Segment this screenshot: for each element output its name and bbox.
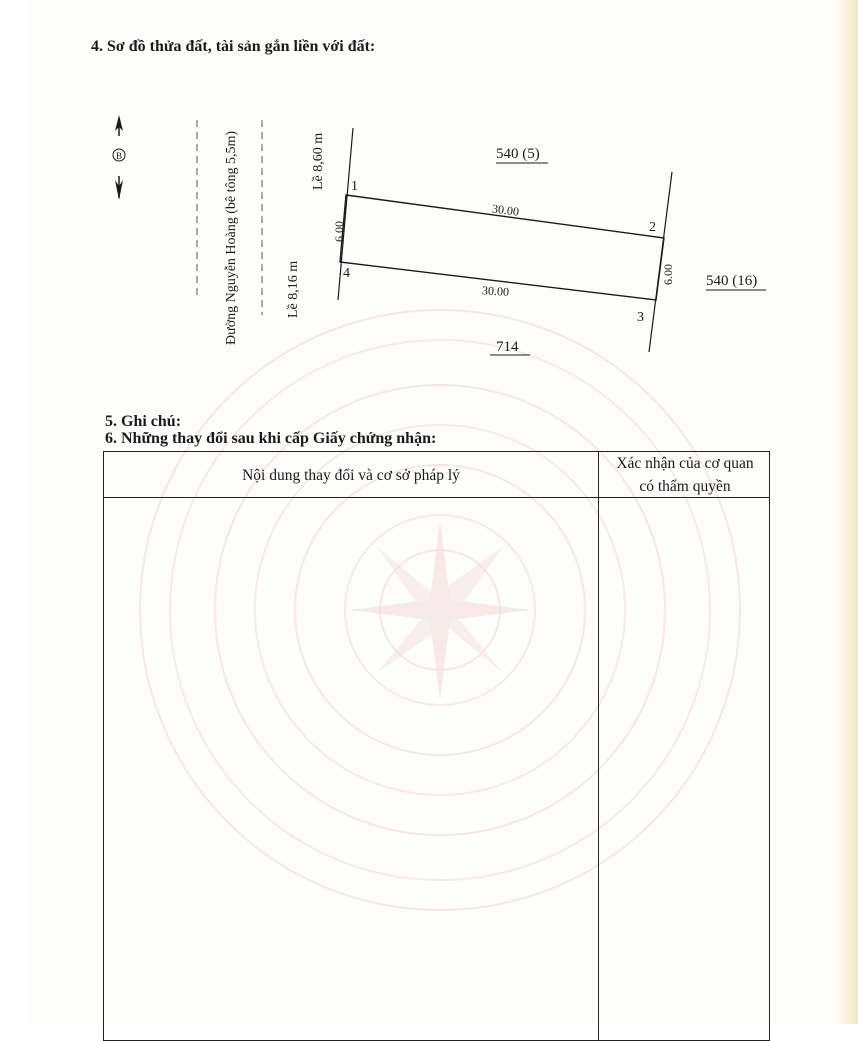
edge-length-right: 6.00	[661, 264, 675, 285]
north-arrow-icon	[113, 115, 125, 200]
parcel-east: 540 (16)	[706, 273, 758, 289]
edge-length-left: 6.00	[332, 221, 346, 242]
point-3: 3	[637, 310, 644, 325]
sidewalk-bottom-label: Lề 8,16 m	[286, 260, 301, 318]
north-letter: B	[115, 151, 123, 161]
column-header-confirmation-line1: Xác nhận của cơ quan	[616, 455, 754, 472]
changes-content-cell[interactable]	[104, 498, 598, 1040]
parcel-north: 540 (5)	[496, 146, 540, 162]
road-label: Đường Nguyễn Hoàng (bê tông 5,5m)	[224, 130, 239, 345]
column-header-confirmation	[600, 452, 770, 498]
section-4-heading: 4. Sơ đồ thửa đất, tài sản gắn liền với đất:	[91, 38, 376, 55]
point-1: 1	[351, 179, 358, 194]
column-divider	[598, 452, 599, 1040]
point-4: 4	[343, 266, 350, 281]
point-2: 2	[649, 220, 656, 235]
sidewalk-top-label: Lề 8,60 m	[311, 132, 326, 190]
confirmation-cell[interactable]	[600, 498, 769, 1040]
changes-table	[103, 451, 770, 1041]
column-header-confirmation-line2: có thẩm quyền	[639, 478, 731, 495]
edge-length-top: 30.00	[491, 201, 520, 219]
section-6-heading: 6. Những thay đổi sau khi cấp Giấy chứng nhận:	[105, 430, 437, 447]
parcel-south: 714	[496, 339, 519, 355]
section-5-heading: 5. Ghi chú:	[105, 413, 182, 430]
land-parcel-diagram	[0, 0, 858, 420]
edge-length-bottom: 30.00	[481, 283, 510, 299]
column-header-content: Nội dung thay đổi và cơ sở pháp lý	[242, 467, 460, 484]
